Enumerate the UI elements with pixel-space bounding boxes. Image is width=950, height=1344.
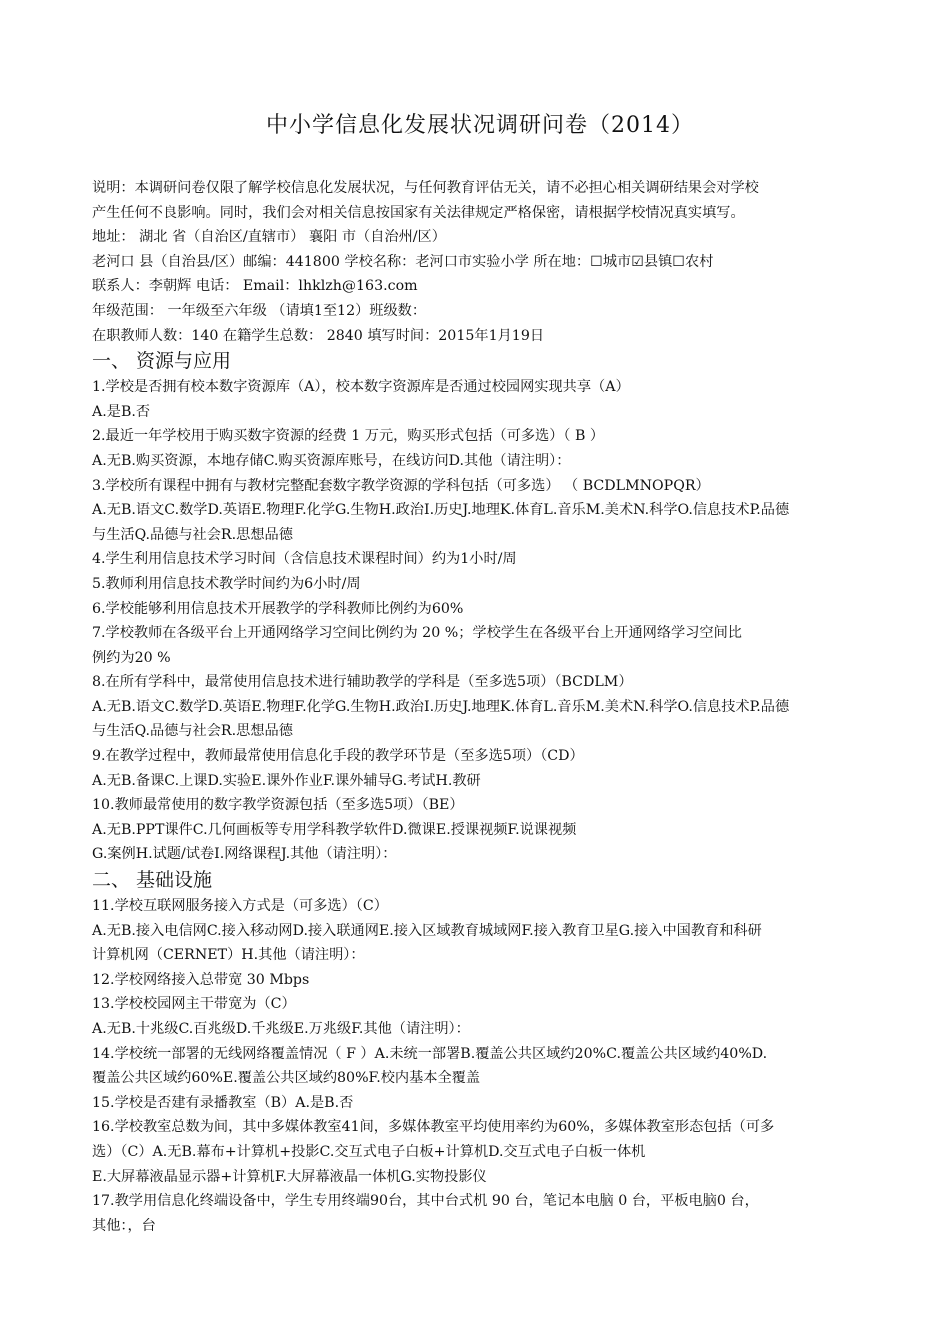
text-line: 10.教师最常使用的数字教学资源包括（至多选5项）（BE） xyxy=(92,797,464,814)
text-line: 与生活Q.品德与社会R.思想品德 xyxy=(92,526,293,543)
text-line: A.无B.接入电信网C.接入移动网D.接入联通网E.接入区域教育城域网F.接入教育卫星G.接入中国教育和科研 xyxy=(92,922,762,939)
text-line: A.无B.PPT课件C.几何画板等专用学科教学软件D.微课E.授课视频F.说课视频 xyxy=(92,821,577,838)
text-line: 12.学校网络接入总带宽 30 Mbps xyxy=(92,971,310,988)
text-line: 1.学校是否拥有校本数字资源库（A），校本数字资源库是否通过校园网实现共享（A） xyxy=(92,379,630,396)
text-line: 9.在教学过程中，教师最常使用信息化手段的教学环节是（至多选5项）（CD） xyxy=(92,748,584,765)
text-line: 覆盖公共区域约60%E.覆盖公共区域约80%F.校内基本全覆盖 xyxy=(92,1070,481,1087)
text-line: 6.学校能够利用信息技术开展教学的学科教师比例约为60% xyxy=(92,600,464,617)
text-line: 16.学校教室总数为间，其中多媒体教室41间，多媒体教室平均使用率约为60%，多媒体教室形态包括（可多 xyxy=(92,1119,775,1136)
text-line: 13.学校校园网主干带宽为（C） xyxy=(92,996,296,1013)
text-line: 年级范围： 一年级至六年级 （请填1至12）班级数： xyxy=(92,302,427,319)
text-line: 地址： 湖北 省（自治区/直辖市） 襄阳 市（自治州/区） xyxy=(92,229,446,246)
text-line: 14.学校统一部署的无线网络覆盖情况（ F ）A.未统一部署B.覆盖公共区域约20%C.覆盖公共区域约40%D. xyxy=(92,1045,768,1062)
text-line: 产生任何不良影响。同时，我们会对相关信息按国家有关法律规定严格保密，请根据学校情况真实填写。 xyxy=(92,204,745,221)
text-line: 与生活Q.品德与社会R.思想品德 xyxy=(92,723,293,740)
text-line: 选）（C）A.无B.幕布+计算机+投影C.交互式电子白板+计算机D.交互式电子白板一体机 xyxy=(92,1143,646,1160)
text-line: 17.教学用信息化终端设备中，学生专用终端90台，其中台式机 90 台，笔记本电脑 0 台，平板电脑0 台， xyxy=(92,1193,759,1210)
text-line: A.是B.否 xyxy=(92,403,151,420)
text-line: E.大屏幕液晶显示器+计算机F.大屏幕液晶一体机G.实物投影仪 xyxy=(92,1168,487,1185)
text-line: 8.在所有学科中，最常使用信息技术进行辅助教学的学科是（至多选5项）（BCDLM） xyxy=(92,674,633,691)
text-line: G.案例H.试题/试卷I.网络课程J.其他（请注明）： xyxy=(92,846,397,863)
document-body xyxy=(92,176,868,1238)
text-line: 计算机网（CERNET）H.其他（请注明）： xyxy=(92,947,365,964)
text-line: 7.学校教师在各级平台上开通网络学习空间比例约为 20 %；学校学生在各级平台上开通网络学习空间比 xyxy=(92,625,742,642)
text-line: 老河口 县（自治县/区）邮编：441800 学校名称：老河口市实验小学 所在地：☐城市☑县镇☐农村 xyxy=(92,253,714,270)
section-heading: 一、 资源与应用 xyxy=(92,350,232,373)
section-heading: 二、 基础设施 xyxy=(92,869,213,892)
text-line: A.无B.语文C.数学D.英语E.物理F.化学G.生物H.政治I.历史J.地理K.体育L.音乐M.美术N.科学O.信息技术P.品德 xyxy=(92,502,790,519)
text-line: A.无B.备课C.上课D.实验E.课外作业F.课外辅导G.考试H.教研 xyxy=(92,772,481,789)
text-line: 11.学校互联网服务接入方式是（可多选）（C） xyxy=(92,898,388,915)
text-line: A.无B.购买资源，本地存储C.购买资源库账号，在线访问D.其他（请注明）： xyxy=(92,452,571,469)
text-line: A.无B.十兆级C.百兆级D.千兆级E.万兆级F.其他（请注明）： xyxy=(92,1021,470,1037)
text-line: 15.学校是否建有录播教室（B）A.是B.否 xyxy=(92,1094,354,1111)
text-line: 在职教师人数：140 在籍学生总数： 2840 填写时间：2015年1月19日 xyxy=(92,327,545,344)
text-line: 3.学校所有课程中拥有与教材完整配套数字教学资源的学科包括（可多选） （ BCDLMNOPQR） xyxy=(92,477,710,494)
text-line: A.无B.语文C.数学D.英语E.物理F.化学G.生物H.政治I.历史J.地理K.体育L.音乐M.美术N.科学O.信息技术P.品德 xyxy=(92,698,790,715)
text-line: 联系人：李朝辉 电话： Email：lhklzh@163.com xyxy=(92,278,418,295)
text-line: 例约为20 % xyxy=(92,649,171,666)
text-line: 说明：本调研问卷仅限了解学校信息化发展状况，与任何教育评估无关，请不必担心相关调研结果会对学校 xyxy=(92,180,759,196)
text-line: 4.学生利用信息技术学习时间（含信息技术课程时间）约为1小时/周 xyxy=(92,551,517,568)
text-line: 2.最近一年学校用于购买数字资源的经费 1 万元，购买形式包括（可多选）（ B ） xyxy=(92,428,605,445)
text-line: 5.教师利用信息技术教学时间约为6小时/周 xyxy=(92,575,361,592)
page-title: 中小学信息化发展状况调研问卷（2014） xyxy=(266,113,694,138)
text-line: 其他：，台 xyxy=(92,1217,156,1234)
